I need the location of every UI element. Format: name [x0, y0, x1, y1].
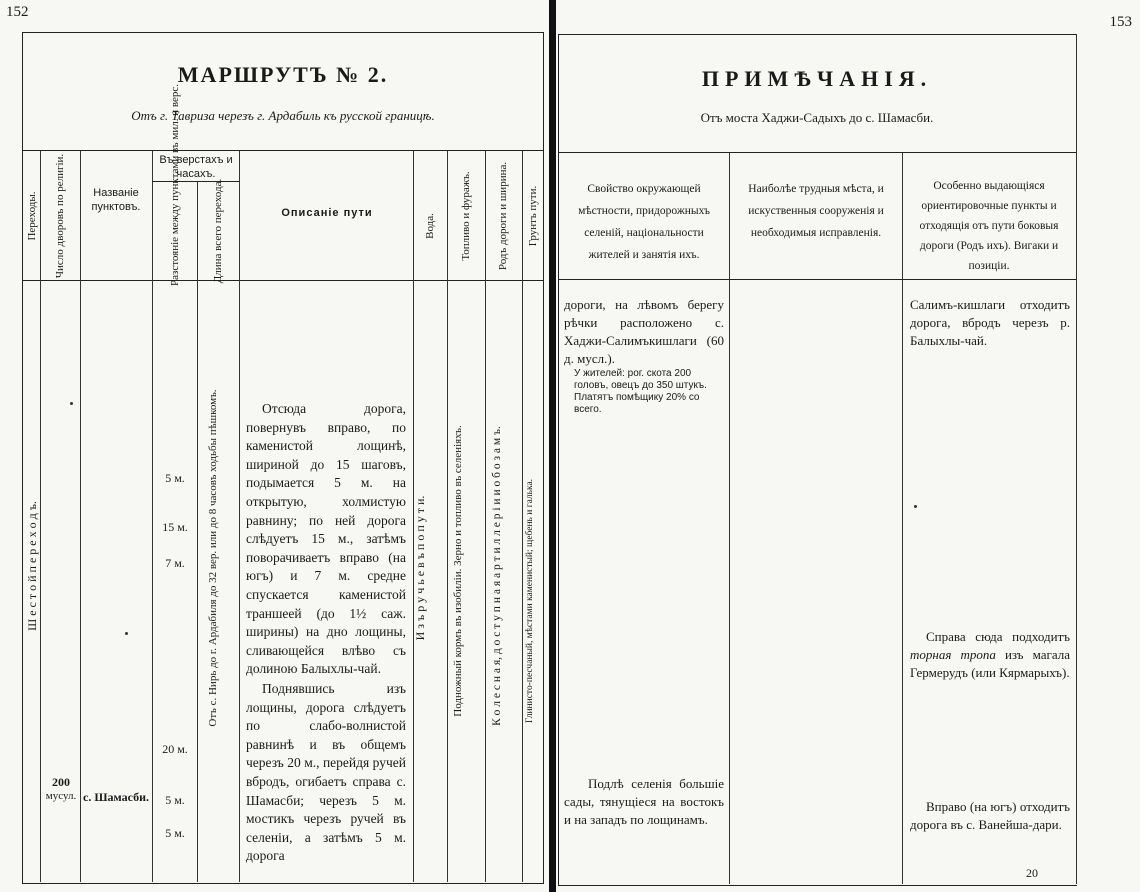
toplivo-vertical: Подножный кормъ въ изобиліи. Зерно и топливо въ селеніяхъ. [452, 425, 464, 717]
village-religion: мусул. [45, 790, 77, 802]
distance-value: 15 м. [162, 520, 188, 534]
voda-vertical: И з ъ р у ч ь е в ъ п о п у т и. [413, 495, 427, 641]
col-divider [522, 151, 523, 882]
speck [70, 402, 73, 405]
subheader-rule [152, 181, 239, 182]
col-divider [447, 151, 448, 882]
col-divider [40, 151, 41, 882]
distance-value: 5 м. [165, 471, 185, 485]
col-divider [197, 182, 198, 882]
distance-value: 5 м. [165, 793, 185, 807]
distance-value: 5 м. [165, 826, 185, 840]
notes-title: ПРИМѢЧАНІЯ. [701, 66, 933, 91]
col-divider [485, 151, 486, 882]
dlina-vertical: Отъ с. Нирь до г. Ардабиля до 32 вер. или до 8 часовъ ходьбы пѣшкомъ. [207, 389, 219, 727]
header-top-rule [558, 152, 1076, 153]
col-divider [902, 153, 903, 884]
route-title: МАРШРУТЪ № 2. [177, 62, 389, 87]
notes-col3-text-1: Салимъ-кишлаги отходитъ дорога, вбродъ черезъ р. Балыхлы-чай. [910, 297, 1070, 348]
right-page [556, 0, 1140, 892]
header-bottom-rule [22, 280, 544, 281]
right-frame [558, 34, 1077, 886]
notes-col3-text-2a: Справа сюда подходитъ [926, 629, 1070, 644]
notes-col1-text: дороги, на лѣвомъ берегу рѣчки расположено с. Хаджи-Салимъкишлаги (60 д. мусл.). [564, 297, 724, 366]
village-count: 200 [52, 775, 70, 789]
left-page [0, 0, 550, 892]
distance-value: 20 м. [162, 742, 188, 756]
page-number-left: 152 [6, 4, 29, 20]
notes-subtitle: Отъ моста Хаджи-Садыхъ до с. Шамасби. [700, 110, 934, 125]
col-divider [729, 153, 730, 884]
header-top-rule [22, 150, 544, 151]
page-number-right: 153 [1109, 14, 1132, 30]
speck [125, 632, 128, 635]
notes-col3-text-2 [910, 628, 1070, 682]
col-divider [80, 151, 81, 882]
notes-col1-bottom: Подлѣ селенія большіе сады, тянущіеся на востокъ и на западъ по лощинамъ. [564, 776, 724, 827]
perekhod-vertical: Ш е с т о й п е р е х о д ъ. [25, 501, 39, 631]
header-grunt: Грунтъ пути. [527, 185, 539, 247]
header-rod-dorogi: Родъ дороги и ширина. [497, 161, 509, 271]
col-divider [152, 151, 153, 882]
header-v-verstakh: Въ верстахъ и часахъ. [159, 154, 233, 180]
header-nazvanie: Названіе пунктовъ. [91, 187, 141, 213]
col-divider [239, 151, 240, 882]
header-bottom-rule [558, 279, 1076, 280]
header-dvory: Число дворовъ по религіи. [54, 153, 66, 279]
route-subtitle: Отъ г. Тавриза черезъ г. Ардабиль къ русской границѣ. [131, 108, 435, 123]
header-dlina: Длина всего перехода. [212, 178, 224, 284]
notes-col3-text-3: Вправо (на югъ) отходитъ дорога въ с. Ванейша-дари. [910, 799, 1070, 832]
header-opisanie: Описаніе пути [281, 207, 373, 219]
grunt-vertical: Глинисто-песчаный, мѣстами каменистый; щебень и галька. [525, 478, 535, 724]
signature-number: 20 [1026, 866, 1038, 880]
notes-header-col2: Наиболѣе трудныя мѣста, и искуственныя сооруженія и необходимыя исправленія. [748, 183, 884, 239]
notes-col1-small: У жителей: рог. скота 200 головъ, овецъ до 350 штукъ. Платятъ помѣщику 20% со всего. [574, 368, 707, 415]
header-perekhody: Переходы. [26, 191, 38, 241]
header-rasstoyanie: Разстояніе между пунктами въ мил. и верс. [169, 84, 181, 286]
header-voda: Вода. [424, 213, 436, 239]
village-name: с. Шамасби. [83, 790, 149, 804]
distance-value: 7 м. [165, 556, 185, 570]
notes-col3-text-2b: торная тропа [910, 647, 996, 662]
notes-header-col3: Особенно выдающіяся ориентировочные пункты и отходящія отъ пути боковыя дороги (Родъ ихъ). Вигаки и позиціи. [919, 180, 1059, 272]
right-frame-edge [1076, 34, 1077, 884]
notes-header-col1: Свойство окружающей мѣстности, придорожныхъ селеній, національности жителей и занятія ихъ. [578, 183, 710, 261]
speck [914, 505, 917, 508]
description-para-1: Отсюда дорога, повернувъ вправо, по каменистой лощинѣ, шириной до 15 шаговъ, подымается 5 м. на открытую, холмистую равнину; по ней дорога слѣдуетъ 15 м., затѣмъ поворачиваетъ вправо (на югъ) и 7 м. средне спускается каменистой траншеей (до 1½ саж. ширины) на дно лощины, сливающейся влѣво съ долиною Балыхлы-чай. [246, 401, 406, 677]
description-para-2: Поднявшись изъ лощины, дорога слѣдуетъ по слабо-волнистой равнинѣ и въ общемъ черезъ 20 м., перейдя ручей вбродъ, огибаетъ справа с. Шамасби; черезъ 5 м. мостикъ черезъ ручей въ селеніи, а затѣмъ 5 м. дорога [246, 681, 406, 864]
header-toplivo: Топливо и фуражъ. [460, 171, 472, 261]
notes-col3-text-2c: изъ магала Гермерудъ (или Кярмарыхъ). [910, 647, 1070, 680]
rod-dorogi-vertical: К о л е с н а я, д о с т у п н а я а р т и л л е р і и и о б о з а м ъ. [491, 426, 503, 726]
